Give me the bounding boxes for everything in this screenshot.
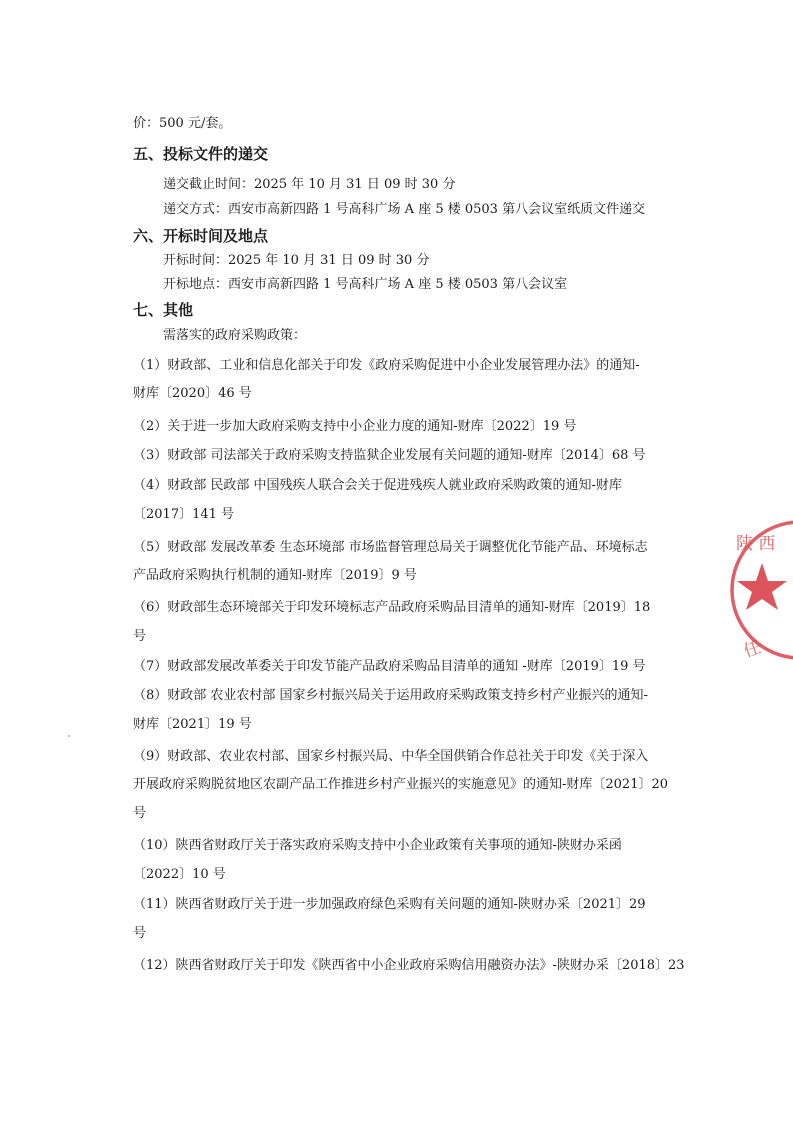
policy-item-5-line-1: （5）财政部 发展改革委 生态环境部 市场监督管理总局关于调整优化节能产品、环境标志 xyxy=(133,540,648,555)
deadline-line: 递交截止时间：2025 年 10 月 31 日 09 时 30 分 xyxy=(163,177,456,192)
price-line: 价：500 元/套。 xyxy=(133,116,232,131)
policy-item-7: （7）财政部发展改革委关于印发节能产品政府采购品目清单的通知 -财库〔2019〕19 号 xyxy=(133,659,646,674)
policy-item-8-line-1: （8）财政部 农业农村部 国家乡村振兴局关于运用政府采购政策支持乡村产业振兴的通知- xyxy=(133,688,648,703)
policy-item-6-line-1: （6）财政部生态环境部关于印发环境标志产品政府采购品目清单的通知-财库〔2019〕18 xyxy=(133,600,651,615)
policy-item-10-line-2: 〔2022〕10 号 xyxy=(133,867,226,882)
policy-item-11-line-1: （11）陕西省财政厅关于进一步加强政府绿色采购有关问题的通知-陕财办采〔2021〕29 xyxy=(133,897,646,912)
policy-item-8-line-2: 财库〔2021〕19 号 xyxy=(133,717,252,732)
policy-item-4-line-2: 〔2017〕141 号 xyxy=(133,507,235,522)
svg-text:陕 西: 陕 西 xyxy=(736,534,776,554)
policy-intro-line: 需落实的政府采购政策： xyxy=(163,328,307,343)
opening-place-line: 开标地点：西安市高新四路 1 号高科广场 A 座 5 楼 0503 第八会议室 xyxy=(163,277,568,292)
policy-item-5-line-2: 产品政府采购执行机制的通知-财库〔2019〕9 号 xyxy=(133,568,417,583)
policy-item-6-line-2: 号 xyxy=(133,629,147,644)
policy-item-9-line-1: （9）财政部、农业农村部、国家乡村振兴局、中华全国供销合作总社关于印发《关于深入 xyxy=(133,749,649,764)
policy-item-2: （2）关于进一步加大政府采购支持中小企业力度的通知-财库〔2022〕19 号 xyxy=(133,419,577,434)
section-heading-6: 六、开标时间及地点 xyxy=(133,227,269,245)
policy-item-1-line-1: （1）财政部、工业和信息化部关于印发《政府采购促进中小企业发展管理办法》的通知- xyxy=(133,358,640,373)
policy-item-3: （3）财政部 司法部关于政府采购支持监狱企业发展有关问题的通知-财库〔2014〕68 号 xyxy=(133,448,646,463)
policy-item-9-line-3: 号 xyxy=(133,806,147,821)
policy-item-4-line-1: （4）财政部 民政部 中国残疾人联合会关于促进残疾人就业政府采购政策的通知-财库 xyxy=(133,478,622,493)
policy-item-11-line-2: 号 xyxy=(133,926,147,941)
policy-item-10-line-1: （10）陕西省财政厅关于落实政府采购支持中小企业政策有关事项的通知-陕财办采函 xyxy=(133,838,622,853)
section-heading-7: 七、其他 xyxy=(133,301,194,319)
official-seal-stamp xyxy=(722,505,793,675)
delivery-method-line: 递交方式：西安市高新四路 1 号高科广场 A 座 5 楼 0503 第八会议室纸质文件递交 xyxy=(163,202,646,217)
policy-item-9-line-2: 开展政府采购脱贫地区农副产品工作推进乡村产业振兴的实施意见》的通知-财库〔2021〕20 xyxy=(133,777,669,792)
policy-item-1-line-2: 财库〔2020〕46 号 xyxy=(133,386,252,401)
policy-item-12: （12）陕西省财政厅关于印发《陕西省中小企业政府采购信用融资办法》-陕财办采〔2018〕23 xyxy=(133,958,685,973)
scan-speck xyxy=(68,735,70,737)
svg-text:任: 任 xyxy=(741,637,764,663)
section-heading-5: 五、投标文件的递交 xyxy=(133,145,269,163)
opening-time-line: 开标时间：2025 年 10 月 31 日 09 时 30 分 xyxy=(163,253,430,268)
